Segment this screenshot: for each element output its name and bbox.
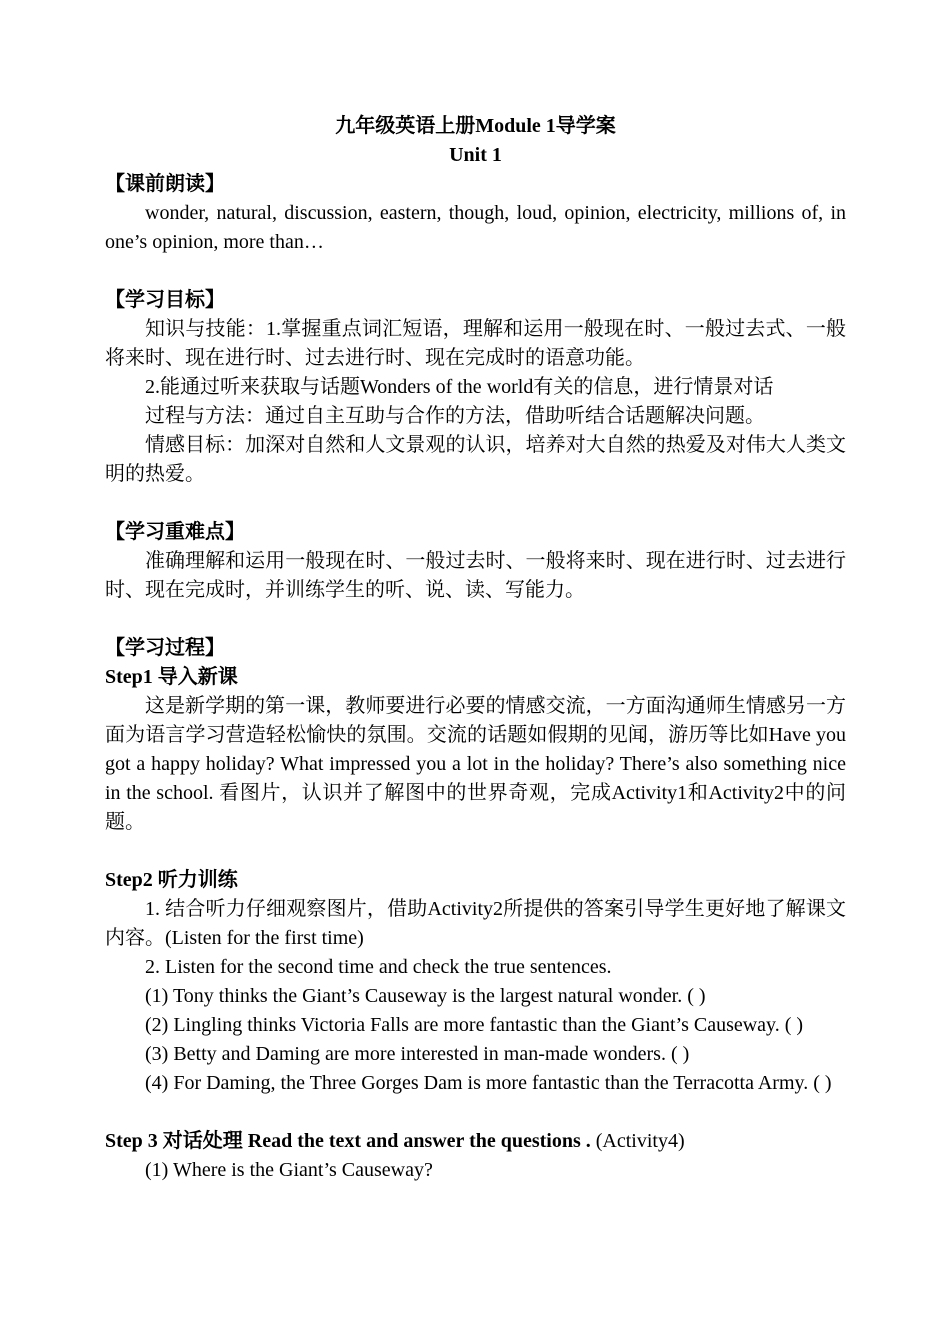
step3-title-activity: (Activity4) bbox=[590, 1130, 685, 1152]
section-heading-process: 【学习过程】 bbox=[105, 637, 225, 659]
spacer bbox=[105, 257, 846, 286]
step1-title: Step1 导入新课 bbox=[105, 666, 238, 688]
step3-title bbox=[105, 1127, 846, 1156]
step2-question-4: (4) For Daming, the Three Gorges Dam is more fantastic than the Terracotta Army. ( ) bbox=[145, 1072, 832, 1094]
spacer bbox=[105, 1098, 846, 1127]
document-subtitle: Unit 1 bbox=[449, 144, 502, 166]
keypoints-text: 准确理解和运用一般现在时、一般过去时、一般将来时、现在进行时、过去进行时、现在完成时，并训练学生的听、说、读、写能力。 bbox=[105, 550, 846, 601]
step2-question-1: (1) Tony thinks the Giant’s Causeway is the largest natural wonder. ( ) bbox=[145, 985, 706, 1007]
goal-method: 过程与方法：通过自主互助与合作的方法，借助听结合话题解决问题。 bbox=[145, 405, 765, 427]
step1-text: 这是新学期的第一课，教师要进行必要的情感交流，一方面沟通师生情感另一方面为语言学习营造轻松愉快的氛围。交流的话题如假期的见闻，游历等比如Have you got a happy holiday? What impressed you a lot in the holiday? There’s also something nice in the school. 看图片，认识并了解图中的世界奇观，完成Activity1和Activity2中的问题。 bbox=[105, 695, 846, 833]
step2-item2: 2. Listen for the second time and check the true sentences. bbox=[145, 956, 612, 978]
preview-vocabulary: wonder, natural, discussion, eastern, though, loud, opinion, electricity, millions of, in one’s opinion, more than… bbox=[105, 202, 846, 253]
step2-question-2: (2) Lingling thinks Victoria Falls are more fantastic than the Giant’s Causeway. ( ) bbox=[145, 1014, 804, 1036]
step2-question-3: (3) Betty and Daming are more interested in man-made wonders. ( ) bbox=[145, 1043, 690, 1065]
document-title: 九年级英语上册Module 1导学案 bbox=[335, 115, 616, 137]
step2-item1: 1. 结合听力仔细观察图片，借助Activity2所提供的答案引导学生更好地了解课文内容。(Listen for the first time) bbox=[105, 898, 846, 949]
goal-knowledge: 知识与技能：1.掌握重点词汇短语，理解和运用一般现在时、一般过去式、一般将来时、现在进行时、过去进行时、现在完成时的语意功能。 bbox=[105, 318, 846, 369]
document-page bbox=[105, 112, 846, 1185]
goal-emotion: 情感目标：加深对自然和人文景观的认识，培养对大自然的热爱及对伟大人类文明的热爱。 bbox=[105, 434, 846, 485]
spacer bbox=[105, 489, 846, 518]
goal-ability: 2.能通过听来获取与话题Wonders of the world有关的信息，进行情景对话 bbox=[145, 376, 774, 398]
step3-question-1: (1) Where is the Giant’s Causeway? bbox=[145, 1159, 433, 1181]
section-heading-keypoints: 【学习重难点】 bbox=[105, 521, 245, 543]
spacer bbox=[105, 837, 846, 866]
section-heading-goals: 【学习目标】 bbox=[105, 289, 225, 311]
spacer bbox=[105, 605, 846, 634]
section-heading-preview: 【课前朗读】 bbox=[105, 173, 225, 195]
step2-title: Step2 听力训练 bbox=[105, 869, 238, 891]
step3-title-bold: Step 3 对话处理 Read the text and answer the questions . bbox=[105, 1130, 591, 1152]
